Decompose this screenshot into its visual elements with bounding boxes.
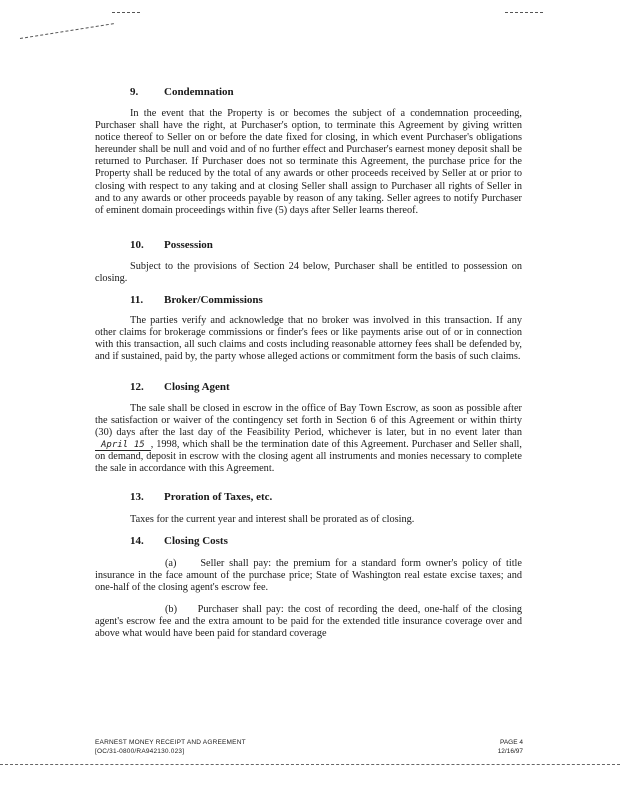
section-heading-10: 10. Possession — [130, 239, 213, 251]
footer-page-info — [498, 738, 523, 756]
subparagraph-a: (a) Seller shall pay: the premium for a standard form owner's policy of title insurance in the face amount of the purchase price; State of Washington real estate excise taxes; and one-half of the closing agent's escrow fee. — [95, 558, 522, 594]
section-heading-9: 9. Condemnation — [130, 86, 234, 98]
section-title: Broker/Commissions — [164, 294, 263, 306]
footer-document-id: EARNEST MONEY RECEIPT AND AGREEMENT [OC/31-0800/RA942130.023] — [95, 739, 246, 755]
section-title: Closing Agent — [164, 381, 230, 393]
page-number: PAGE 4 — [499, 739, 523, 746]
section-paragraph: Subject to the provisions of Section 24 below, Purchaser shall be entitled to possession on closing. — [95, 261, 522, 285]
handwritten-date: April 15 — [95, 440, 151, 451]
scan-artifact-line — [20, 23, 114, 39]
section-paragraph: The parties verify and acknowledge that no broker was involved in this transaction. If any other claims for brokerage commissions or finder's fees or like payments arise out of or in connection with this transaction, all such claims and costs including reasonable attorney fees shall be defended by, and if sustained, paid by, the party whose alleged actions or commitment form the basis of such claims. — [95, 315, 522, 363]
section-heading-11: 11. Broker/Commissions — [130, 294, 263, 306]
section-heading-14: 14. Closing Costs — [130, 535, 228, 547]
subparagraph-b: (b) Purchaser shall pay: the cost of recording the deed, one-half of the closing agent's escrow fee and the extra amount to be paid for the extended title insurance coverage over and above what would have been paid for standard coverage — [95, 604, 522, 640]
section-title: Possession — [164, 239, 213, 251]
subparagraph-label: (b) — [165, 604, 178, 615]
subparagraph-label: (a) — [165, 558, 177, 569]
section-title: Closing Costs — [164, 535, 228, 547]
scan-artifact-line — [0, 764, 620, 765]
section-paragraph: In the event that the Property is or becomes the subject of a condemnation proceeding, Purchaser shall have the right, at Purchaser's option, to terminate this Agreement by giving written notice thereof to Seller on or before the date fixed for closing, in which event Purchaser's obligations hereunder shall be null and void and of no further effect and Purchaser's earnest money deposit shall be returned to Purchaser. If Purchaser does not so terminate this Agreement, the purchase price for the Property shall be reduced by the total of any awards or other proceeds received by Seller at or prior to closing with respect to any taking and at closing Seller shall assign to Purchaser all rights of Seller in and to any awards or other proceeds payable by reason of any taking. Seller agrees to notify Purchaser of eminent domain proceedings within five (5) days after Seller learns thereof. — [95, 108, 522, 216]
document-date: 12/16/97 — [497, 748, 523, 755]
section-heading-13: 13. Proration of Taxes, etc. — [130, 491, 273, 503]
section-heading-12: 12. Closing Agent — [130, 381, 230, 393]
section-title: Proration of Taxes, etc. — [164, 491, 273, 503]
scan-artifact-line — [112, 12, 140, 13]
section-paragraph: The sale shall be closed in escrow in the office of Bay Town Escrow, as soon as possible after the satisfaction or waiver of the contingency set forth in Section 6 of this Agreement or within thirty (30) days after the last day of the Feasibility Period, whichever is later, but in no event later than April 15 , 1998, which shall be the termination date of this Agreement. Purchaser and Seller shall, on demand, deposit in escrow with the closing agent all instruments and monies necessary to complete the sale in accordance with this Agreement. — [95, 403, 522, 475]
scan-artifact-line — [505, 12, 543, 13]
section-title: Condemnation — [164, 86, 234, 98]
section-paragraph: Taxes for the current year and interest shall be prorated as of closing. — [130, 514, 415, 525]
